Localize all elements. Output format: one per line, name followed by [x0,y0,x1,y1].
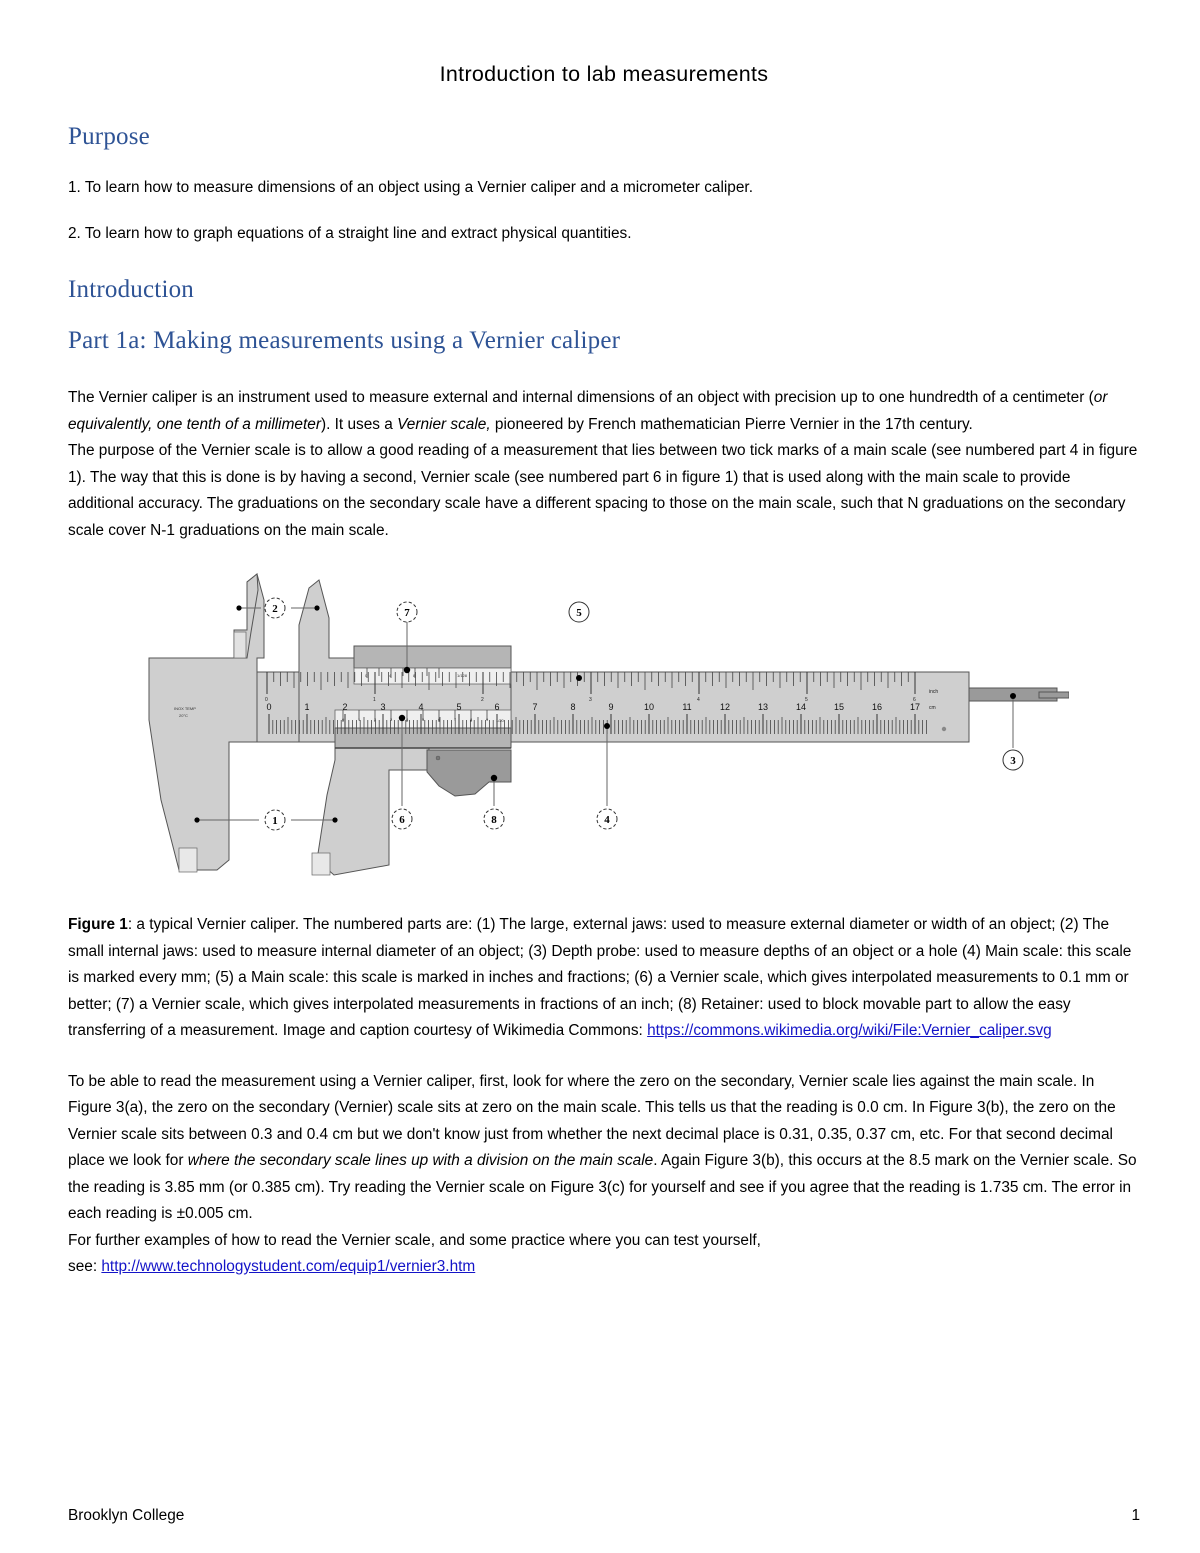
callout-5-dot [576,675,582,681]
intro-p1-part-c: pioneered by French mathematician Pierre Vernier in the 17th century. [490,415,973,433]
inch-vernier-fraction-label: 1/128 [457,673,468,678]
mm-tick-13: 13 [757,702,769,712]
heading-purpose: Purpose [68,123,150,150]
mm-tick-4: 4 [418,702,424,712]
heading-part-1a: Part 1a: Making measurements using a Vernier caliper [68,327,621,354]
intro-p1-italic-1: or equivalently, one tenth of a millimeter [68,389,1108,433]
mm-tick-3: 3 [380,702,386,712]
mm-tick-5: 5 [456,702,462,712]
callout-6-dot [399,715,405,721]
further-examples-paragraph [68,1228,1140,1281]
inch-vernier-tick-4: 4 [389,673,392,678]
scale-end-dot [942,727,946,731]
practice-link[interactable]: http://www.technologystudent.com/equip1/vernier3.htm [101,1258,476,1275]
mm-tick-16: 16 [871,702,883,712]
mm-tick-12: 12 [719,702,731,712]
retainer-screw [436,756,440,760]
mm-unit-label: cm [929,705,936,711]
heading-introduction: Introduction [68,276,194,303]
reading-part-b: . Again Figure 3(b), this occurs at the 8.5 mark on the Vernier scale. So the reading is 3.85 mm (or 0.385 cm). Try reading the Vernier scale on Figure 3(c) for yourself and see if you agree that the reading is 1.735 cm. The error in each reading is ±0.005 cm. [68,1152,1137,1222]
slider-top-block [354,646,511,668]
reading-part-a: To be able to read the measurement using a Vernier caliper, first, look for where the zero on the secondary, Vernier scale lies against the main scale. In Figure 3(a), the zero on the secondary (Vernier) scale sits at zero on the main scale. This tells us that the reading is 0.0 cm. In Figure 3(b), the zero on the Vernier scale sits between 0.3 and 0.4 cm but we don't know just from whether the next decimal place is 0.31, 0.35, 0.37 cm, etc. For that second decimal place we look for [68,1072,1116,1169]
callout-1-dot-right [332,817,337,822]
mm-tick-11: 11 [682,702,692,712]
further-examples-text: For further examples of how to read the Vernier scale, and some practice where you can test yourself, [68,1231,761,1249]
figure-1-caption-text: : a typical Vernier caliper. The numbered parts are: (1) The large, external jaws: used to measure external diameter or width of an object; (2) The small internal jaws: used to measure internal diameter of an object; (3) Depth probe: used to measure depths of an object or a hole (4) Main scale: this scale is marked every mm; (5) a Main scale: this scale is marked in inches and fractions; (6) a Vernier scale, which gives interpolated measurements to 0.1 mm or better; (7) a Vernier scale, which gives interpolated measurements in fractions of an inch; (8) Retainer: used to block movable part to allow the easy transferring of a measurement. Image and caption courtesy of Wikimedia Commons: [68,916,1132,1039]
callout-2-dot-right [314,605,319,610]
mm-vernier-tick-4: 4 [406,717,409,722]
mm-tick-0: 0 [266,702,272,712]
mm-vernier-tick-3: 3 [390,717,393,722]
inch-tick-4: 4 [697,697,700,703]
mm-vernier-tick-1: 1 [358,717,361,722]
callout-6-label: 6 [399,814,405,826]
mm-vernier-fraction-label: 1/20 [496,718,504,723]
footer-page-number: 1 [1131,1507,1140,1524]
mm-tick-15: 15 [833,702,845,712]
intro-paragraph-1 [68,385,1140,438]
callout-1-label: 1 [272,815,278,827]
callout-2-dot-left [236,605,241,610]
mm-vernier-tick-7: 7 [454,717,457,722]
intro-p1-part-b: ). It uses a [320,415,398,433]
mm-tick-1: 1 [304,702,310,712]
mm-vernier-tick-2: 2 [374,717,377,722]
wikimedia-source-link[interactable]: https://commons.wikimedia.org/wiki/File:Vernier_caliper.svg [647,1022,1052,1039]
mm-tick-2: 2 [342,702,348,712]
external-jaw-fixed-face [179,848,197,872]
mm-vernier-tick-5: 5 [422,717,425,722]
figure-1-container [68,570,1140,880]
inch-tick-3: 3 [589,697,592,703]
callout-3-dot [1010,693,1016,699]
mm-tick-6: 6 [494,702,500,712]
mm-tick-9: 9 [608,702,614,712]
callout-7-dot [404,667,410,673]
mm-tick-14: 14 [795,702,807,712]
callout-4-dot [604,723,610,729]
mm-vernier-tick-8: 8 [470,717,473,722]
inch-vernier-tick-8: 8 [413,673,416,678]
inch-vernier-tick-0: 0 [365,673,368,678]
intro-paragraph-2: The purpose of the Vernier scale is to allow a good reading of a measurement that lies between two tick marks of a main scale (see numbered part 4 in figure 1). The way that this is done is by having a second, Vernier scale (see numbered part 6 in figure 1) that is used along with the main scale to provide additional accuracy. The graduations on the secondary scale have a different spacing to those on the main scale, such that N graduations on the secondary scale cover N-1 graduations on the main scale. [68,442,1138,539]
callout-7-label: 7 [404,607,410,619]
callout-8-label: 8 [491,814,497,826]
caliper-engraving-line1: INOX TEMP [174,706,196,711]
intro-p1-part-a: The Vernier caliper is an instrument used to measure external and internal dimensions of an object with precision up to one hundredth of a centimeter ( [68,389,1094,406]
figure-1-caption [68,912,1140,1045]
mm-tick-10: 10 [643,702,655,712]
callout-8-dot [491,775,497,781]
callout-4-label: 4 [604,814,610,826]
figure-1-label: Figure 1 [68,916,128,933]
external-jaw-movable-face [312,853,330,875]
mm-vernier-tick-0: 0 [342,717,345,722]
vernier-caliper-diagram [139,570,1069,880]
inch-tick-5: 5 [805,697,808,703]
inch-vernier-plate [354,668,511,684]
page-footer [68,1507,1140,1525]
caliper-engraving-line2: 20°C [179,713,188,718]
mm-tick-7: 7 [532,702,538,712]
inch-tick-2: 2 [481,697,484,703]
inch-tick-0: 0 [265,697,268,703]
inch-unit-label: inch [929,689,939,695]
see-label: see: [68,1258,102,1275]
depth-probe-tip [1039,692,1069,698]
mm-tick-17: 17 [909,702,921,712]
page-title: Introduction to lab measurements [439,62,769,86]
callout-1-dot-left [194,817,199,822]
slider-bottom-block [335,728,511,748]
purpose-item-2: 2. To learn how to graph equations of a straight line and extract physical quantities. [68,224,632,242]
reading-italic: where the secondary scale lines up with a division on the main scale [187,1152,654,1169]
inch-tick-1: 1 [373,697,376,703]
intro-p1-italic-2: Vernier scale, [397,415,491,433]
footer-institution: Brooklyn College [68,1507,185,1524]
internal-jaw-fixed-face [234,632,246,658]
callout-2-label: 2 [272,603,278,615]
mm-vernier-tick-9: 9 [486,717,489,722]
callout-3-label: 3 [1010,755,1016,767]
purpose-item-1: 1. To learn how to measure dimensions of an object using a Vernier caliper and a micrometer caliper. [68,179,753,196]
mm-vernier-tick-6: 6 [438,717,441,722]
callout-5-group [569,602,589,681]
callout-3-group [1003,693,1023,770]
reading-instructions-paragraph [68,1069,1140,1228]
callout-5-label: 5 [576,607,582,619]
mm-tick-8: 8 [570,702,576,712]
inch-tick-6: 6 [913,697,916,703]
